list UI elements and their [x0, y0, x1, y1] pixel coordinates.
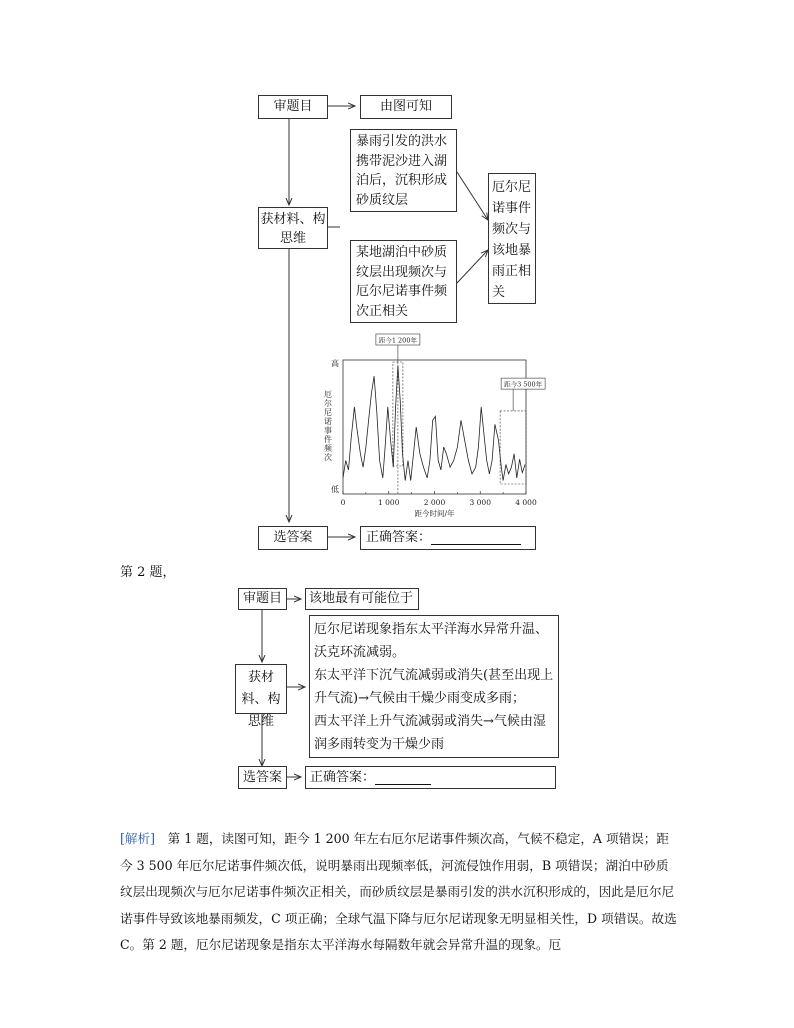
q1-conclusion: 厄尔尼诺事件频次与该地暴雨正相关	[492, 180, 532, 300]
q2-line1: 厄尔尼诺现象指东太平洋海水异常升温、沃克环流减弱。	[314, 622, 549, 660]
q1-conclusion-box	[488, 173, 536, 304]
q1-review-box	[258, 95, 328, 119]
x-axis-label: 距今时间/年	[414, 509, 455, 518]
q2-answer-box	[238, 766, 287, 789]
q2-explanation-box	[309, 615, 559, 758]
q1-material-label: 获材料、构思维	[260, 212, 326, 246]
x-tick-label: 1 000	[378, 498, 400, 507]
x-tick-label: 4 000	[515, 498, 537, 507]
q1-fact2-box	[350, 240, 457, 323]
q1-answer-text: 正确答案：	[366, 530, 432, 545]
analysis-text: 第 1 题，读图可知，距今 1 200 年左右厄尔尼诺事件频次高，气候不稳定，A 项错误；距今 3 500 年厄尔尼诺事件频次低，说明暴雨出现频率低，河流侵蚀作用弱，B 项错误；湖泊中砂质纹层出现频次与厄尔尼诺事件频次正相关，而砂质纹层是暴雨引发的洪水沉积形成的，因此是厄尔尼诺事件导致该地暴雨频发，C 项正确；全球气温下降与厄尔尼诺现象无明显相关性，D 项错误。故选 C。第 2 题，厄尔尼诺现象是指东太平洋海水每隔数年就会异常升温的现象。厄	[120, 831, 677, 952]
q1-material-box	[258, 207, 328, 249]
x-tick-label: 0	[340, 498, 346, 507]
y-high-label: 高	[331, 359, 339, 368]
q2-answer-text-box	[305, 766, 556, 789]
q1-fact1-box	[350, 129, 457, 212]
q2-material-label: 获材料、构思维	[241, 670, 281, 729]
q1-answer-box	[258, 526, 328, 550]
q2-review-box	[238, 588, 287, 610]
q2-review-label: 审题目	[242, 591, 282, 606]
q1-review-text-box	[360, 95, 452, 119]
plot-frame	[343, 360, 526, 494]
q1-answer-text-box	[360, 526, 536, 550]
q2-heading: 第 2 题，	[120, 565, 176, 580]
y-low-label: 低	[331, 485, 339, 494]
q1-fact2: 某地湖泊中砂质纹层出现频次与厄尔尼诺事件频次正相关	[356, 245, 448, 319]
q2-line2: 东太平洋下沉气流减弱或消失(甚至出现上升气流)→气候由干燥少雨变成多雨；	[314, 668, 554, 706]
q1-answer-blank	[431, 530, 521, 545]
q2-answer-text: 正确答案：	[310, 770, 376, 785]
enso-frequency-chart	[316, 332, 576, 532]
q1-fact1: 暴雨引发的洪水携带泥沙进入湖泊后，沉积形成砂质纹层	[356, 134, 448, 208]
q2-answer-label: 选答案	[242, 770, 282, 785]
q2-review-text-box	[305, 588, 419, 610]
annotation-1200-label: 距今1 200年	[378, 336, 417, 345]
analysis-paragraph	[120, 826, 680, 959]
annotation-3500-label: 距今3 500年	[504, 380, 543, 389]
q2-review-text: 该地最有可能位于	[309, 591, 414, 606]
q2-line3: 西太平洋上升气流减弱或消失→气候由湿润多雨转变为干燥少雨	[314, 714, 546, 752]
q2-material-box	[235, 664, 287, 729]
q1-review-label: 审题目	[273, 99, 313, 114]
y-axis-label: 厄尔尼诺事件频次	[324, 390, 332, 462]
q1-review-text: 由图可知	[379, 99, 432, 114]
x-tick-label: 3 000	[469, 498, 491, 507]
q1-answer-label: 选答案	[273, 530, 313, 545]
q2-answer-blank	[375, 770, 431, 785]
enso-series-line	[343, 365, 525, 480]
x-tick-label: 2 000	[423, 498, 446, 507]
analysis-tag: [解析]	[120, 831, 156, 846]
